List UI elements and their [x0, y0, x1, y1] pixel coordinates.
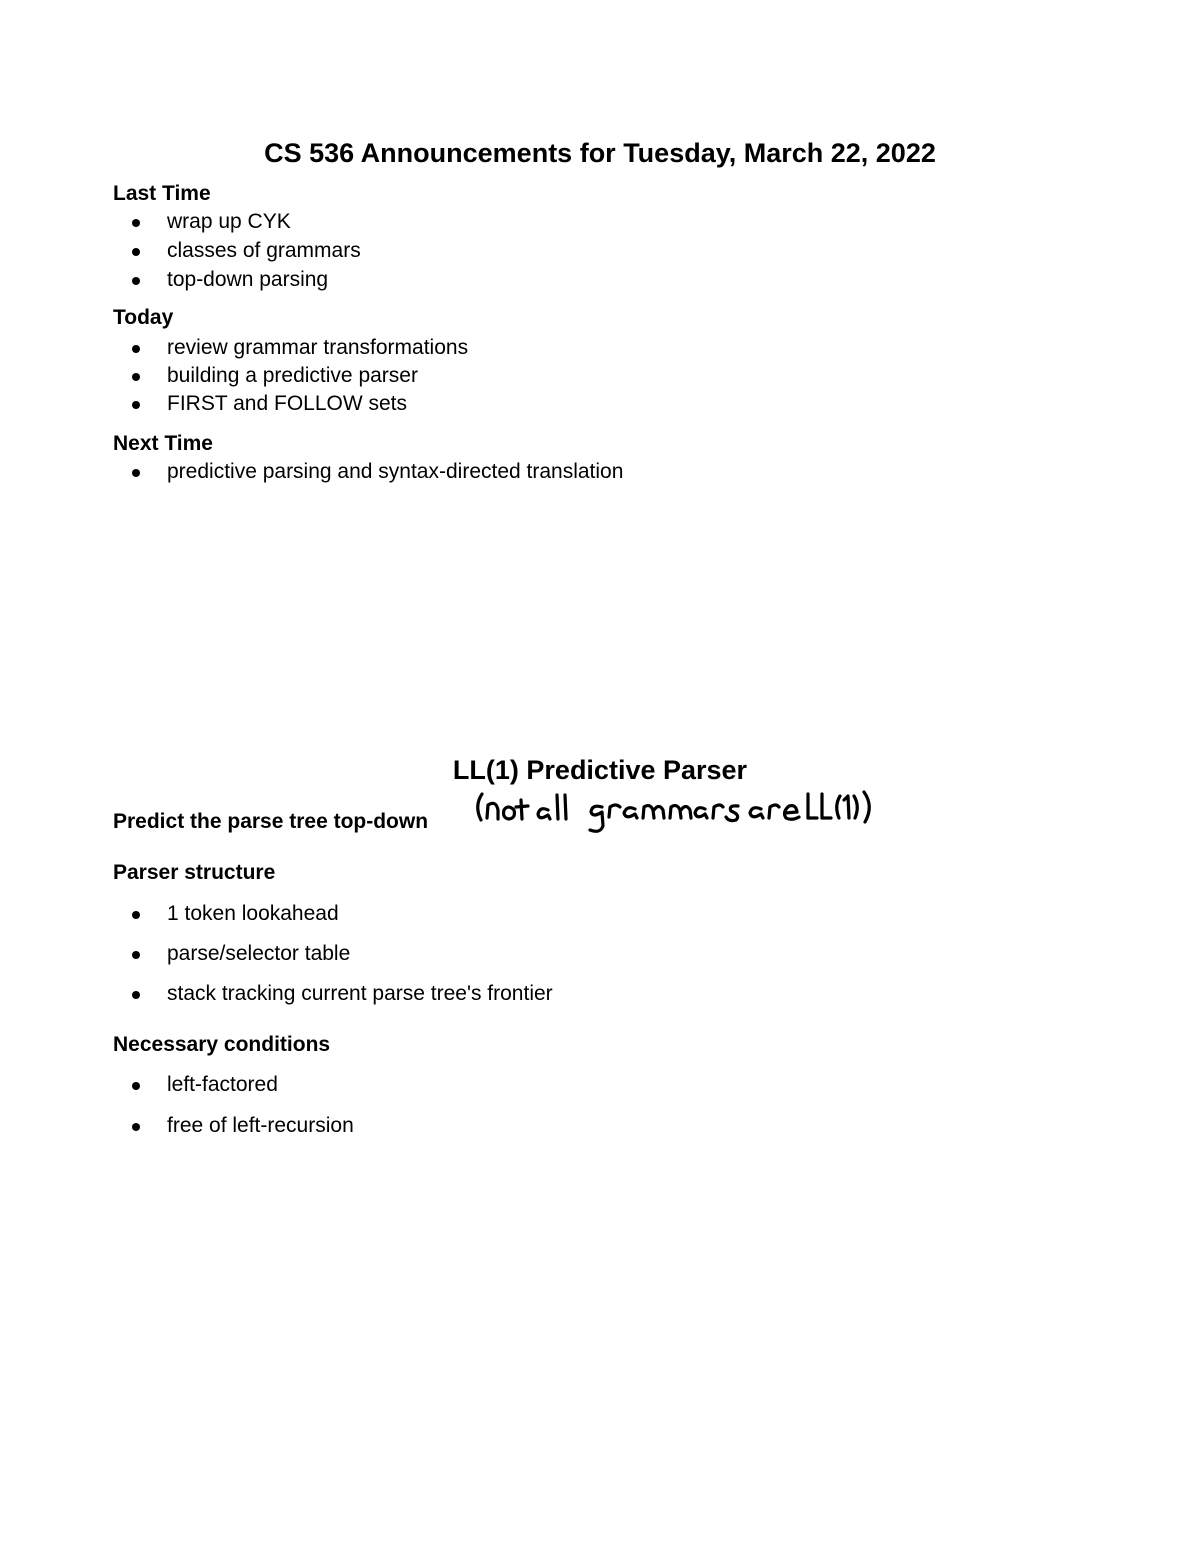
list-item-text: left-factored	[167, 1073, 278, 1096]
necessary-conditions-heading: Necessary conditions	[113, 1033, 331, 1056]
list-item-text: top-down parsing	[167, 268, 329, 291]
list-item-text: free of left-recursion	[167, 1114, 354, 1137]
list-item-text: FIRST and FOLLOW sets	[167, 392, 408, 415]
predict-heading: Predict the parse tree top-down	[113, 810, 429, 833]
list-item-text: predictive parsing and syntax-directed translation	[167, 460, 624, 483]
bullet-icon	[132, 469, 140, 477]
list-item-text: building a predictive parser	[167, 364, 418, 387]
parser-title: LL(1) Predictive Parser	[452, 755, 748, 785]
bullet-icon	[132, 1123, 140, 1131]
bullet-icon	[132, 911, 140, 919]
bullet-icon	[132, 951, 140, 959]
bullet-icon	[132, 219, 140, 227]
bullet-icon	[132, 277, 140, 285]
parser-structure-heading: Parser structure	[113, 861, 276, 884]
bullet-icon	[132, 991, 140, 999]
bullet-icon	[132, 373, 140, 381]
section-heading-today: Today	[113, 306, 174, 329]
list-item-text: classes of grammars	[167, 239, 361, 262]
list-item-text: review grammar transformations	[167, 336, 469, 359]
bullet-icon	[132, 248, 140, 256]
list-item-text: wrap up CYK	[167, 210, 291, 233]
section-heading-last-time: Last Time	[113, 182, 211, 205]
announcements-title: CS 536 Announcements for Tuesday, March 22, 2022	[264, 138, 936, 168]
list-item-text: stack tracking current parse tree's frontier	[167, 982, 553, 1005]
handwritten-note-drawing	[472, 788, 882, 834]
bullet-icon	[132, 1082, 140, 1090]
section-heading-next-time: Next Time	[113, 432, 213, 455]
list-item-text: 1 token lookahead	[167, 902, 339, 925]
bullet-icon	[132, 401, 140, 409]
handwritten-note	[472, 788, 882, 839]
bullet-icon	[132, 345, 140, 353]
list-item-text: parse/selector table	[167, 942, 351, 965]
